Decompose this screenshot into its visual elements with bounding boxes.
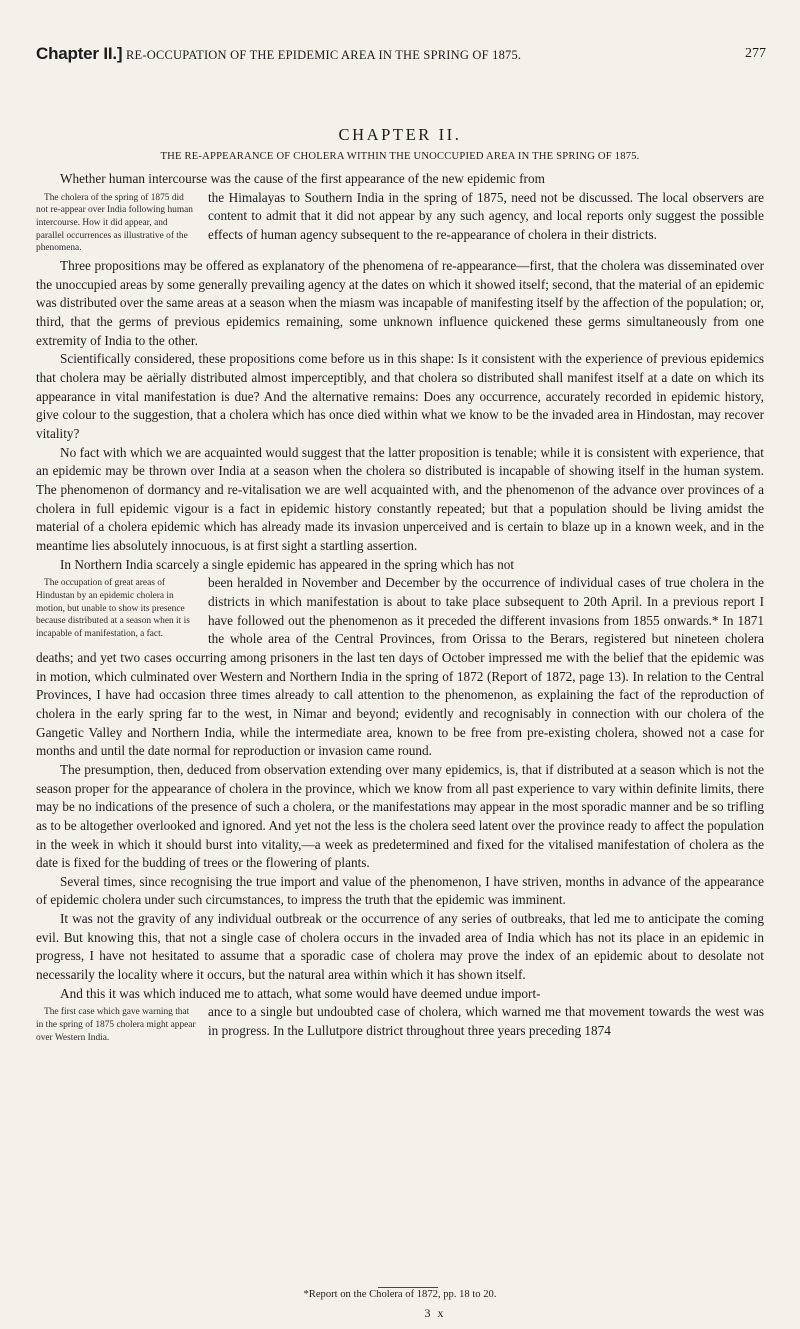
footnote-rule: [378, 1287, 438, 1288]
footnote: *Report on the Cholera of 1872, pp. 18 to 20.: [303, 1289, 497, 1300]
chapter-label: Chapter II.]: [36, 44, 123, 63]
margin-note: The first case which gave warning that in the spring of 1875 cholera might appear over Western India.: [36, 1007, 196, 1043]
paragraph: the Himalayas to Southern India in the spring of 1875, need not be discussed. The local observers are content to admit that it did not appear by any such agency, and local reports only suggest the possible effects of human agency subsequent to the re-appearance of cholera in their districts.: [208, 189, 764, 242]
margin-note: The occupation of great areas of Hindustan by an epidemic cholera in motion, but unable to show its presence because distributed at a season when it is incapable of manifestation, a fact.: [36, 578, 190, 640]
paragraph: Scientifically considered, these propositions come before us in this shape: Is it consistent with the experience of previous epidemics that cholera may be aërially distributed almost imperceptibly, and that cholera so distributed shall manifest itself at a date on which its appearance in vital manifestation is due? And the alternative remains: Does any occurrence, accurately recorded in epidemic history, give colour to the suggestion, that a cholera which has once died within what we know to be the invaded area in Hindostan, may recover vitality?: [36, 351, 764, 442]
page-number: 277: [745, 46, 766, 61]
paragraph: been heralded in November and December by the occurrence of individual cases of true cholera in the districts in which manifestation is about to take place subsequent to 20th April. In a previous report I have followed out the phenomenon as it preceded the different invasions from 1855 onwards.* In 1871 the whole area of the Central Provinces, from Orissa to the Berars, registered but nineteen cholera deaths; and yet two cases occurring among prisoners in the last ten days of October impressed me with the belief that the epidemic was in motion, which culminated over Western and Northern India in the spring of 1872 (Report of 1872, page 13). In relation to the Central Provinces, I have had occasion three times already to call attention to the phenomenon, as explaining the fact of the reproduction of cholera in the early spring far to the west, in Nimar and beyond; evidently and recognisably in connection with our cholera of the Gangetic Valley and Northern India, while the intermediate area, known to be free from pre-existing cholera, showed not a case for months and until the date normal for reproduction or invasion came round.: [36, 575, 764, 759]
paragraph: It was not the gravity of any individual outbreak or the occurrence of any series of outbreaks, that led me to anticipate the coming evil. But knowing this, that not a single case of cholera occurs in the invaded area of India which has not its place in an epidemic in progress, I have not hesitated to assume that a sporadic case of cholera may prove the index of an epidemic about to desolate not necessarily the locality where it occurs, but the natural area within which it has shown itself.: [36, 911, 764, 983]
margin-note: The cholera of the spring of 1875 did not re-appear over India following human intercourse. How it did appear, and parallel occurrences as illustrative of the phenomena.: [36, 192, 193, 254]
paragraph: No fact with which we are acquainted would suggest that the latter proposition is tenable; while it is consistent with experience, that an epidemic may be thrown over India at a season when the cholera so distributed is incapable of showing itself in the human system. The phenomenon of dormancy and re-vitalisation we are well acquainted with, and the phenomenon of the advance over provinces of a cholera in full epidemic vigour is a fact in epidemic history constantly repeated; but that a population should be living amidst the material of a cholera epidemic which has already made its invasion unperceived and is certain to blaze up in a known week, and in the meantime lies absolutely innocuous, is at first sight a startling assertion.: [36, 444, 764, 554]
paragraph: The presumption, then, deduced from observation extending over many epidemics, is, that if distributed at a season which is not the season proper for the appearance of cholera in the province, which we know from all past experience to vary within definite limits, there may be no indications of the presence of such a cholera, or the manifestations may appear in the most sporadic manner and be so trifling as to be altogether overlooked and ignored. And yet not the less is the cholera seed latent over the province ready to affect the population in the week in which it should burst into vitality,—a week as predetermined and fixed for the vitalised manifestation of cholera as the date is fixed for the budding of trees or the flowering of plants.: [36, 761, 764, 871]
paragraph-lead: Whether human intercourse was the cause of the first appearance of the new epidemic from: [60, 171, 545, 186]
paragraph-lead: In Northern India scarcely a single epidemic has appeared in the spring which has not: [60, 556, 515, 572]
paragraph: Several times, since recognising the true import and value of the phenomenon, I have striven, months in advance of the appearance of epidemic cholera under such circumstances, to impress the truth that the epidemic was imminent.: [36, 873, 764, 908]
body-text: [36, 170, 764, 1047]
signature-mark: 3 x: [424, 1306, 446, 1320]
paragraph-lead: And this it was which induced me to attach, what some would have deemed undue import-: [60, 985, 541, 1001]
running-title: RE-OCCUPATION OF THE EPIDEMIC AREA IN THE SPRING OF 1875.: [126, 48, 522, 62]
paragraph: Three propositions may be offered as explanatory of the phenomena of re-appearance—first, that the cholera was disseminated over the unoccupied areas by some generally prevailing agency at the dates on which it showed itself; second, that the material of an epidemic was distributed over the same areas at a season when the miasm was incapable of manifesting itself by the affection of the population; or, third, that the germs of previous epidemics remaining, some unknown influence quickened these germs simultaneously from one extremity of India to the other.: [36, 258, 764, 348]
chapter-subtitle: THE RE-APPEARANCE OF CHOLERA WITHIN THE UNOCCUPIED AREA IN THE SPRING OF 1875.: [160, 151, 640, 162]
paragraph: ance to a single but undoubted case of cholera, which warned me that movement towards the west was in progress. In the Lullutpore district throughout three years preceding 1874: [208, 1004, 764, 1039]
chapter-title: CHAPTER II.: [338, 125, 462, 144]
